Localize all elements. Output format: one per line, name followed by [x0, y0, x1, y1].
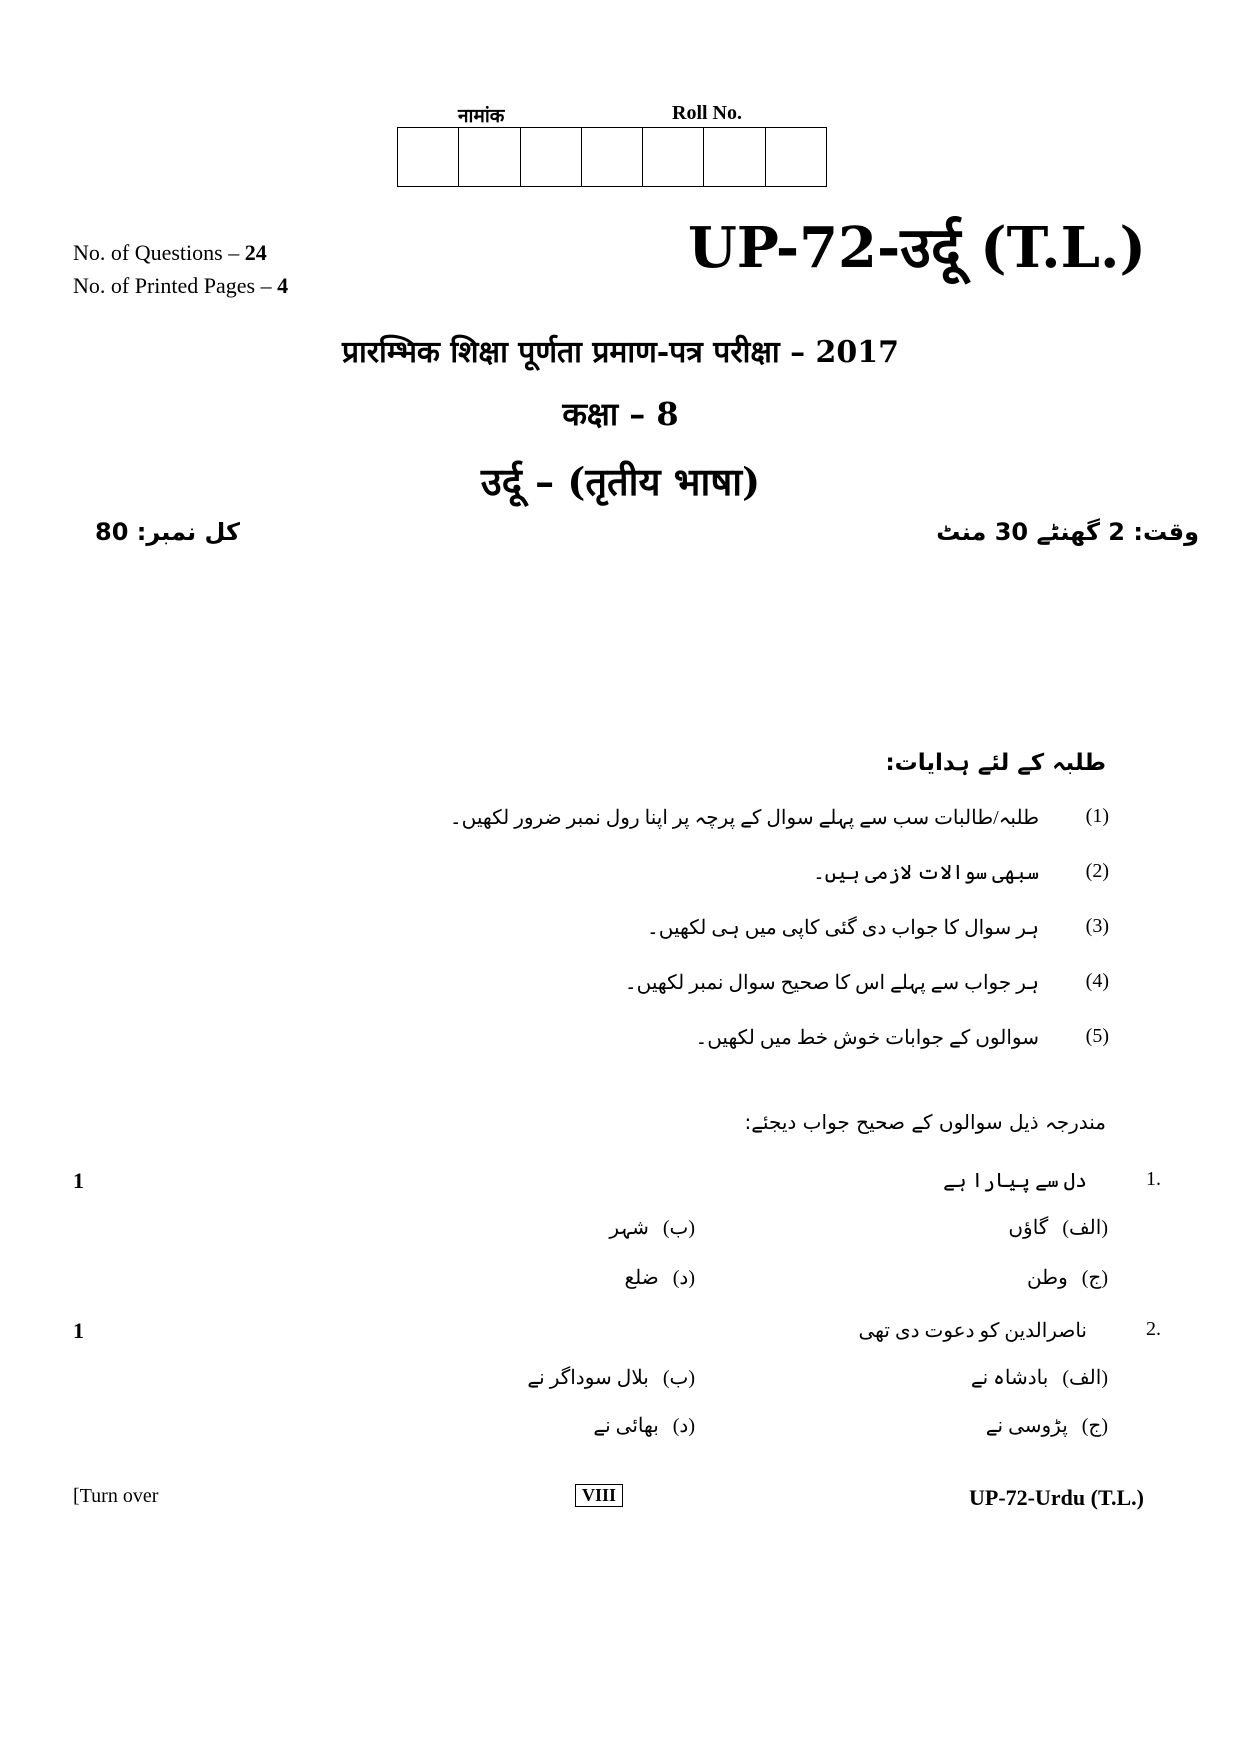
option-text: بادشاہ نے: [970, 1367, 1049, 1389]
instructions-heading: طلبہ کے لئے ہدایات:: [885, 750, 1106, 776]
questions-count-label: No. of Questions –: [73, 240, 245, 265]
instruction-text: سبھی سوالات لازمی ہیں۔: [813, 862, 1039, 884]
section-intro: مندرجہ ذیل سوالوں کے صحیح جواب دیجئے:: [744, 1110, 1106, 1134]
roll-cell: [521, 128, 582, 186]
instruction-text: ہر سوال کا جواب دی گئی کاپی میں ہی لکھیں۔: [647, 917, 1039, 939]
instruction-number: (1): [1085, 805, 1109, 827]
instruction-number: (5): [1085, 1025, 1109, 1047]
option-text: گاؤں: [1008, 1217, 1049, 1239]
question-text: دل سے پیارا ہے: [943, 1170, 1087, 1192]
instruction-text: طلبہ/طالبات سب سے پہلے سوال کے پرچہ پر اپنا رول نمبر ضرور لکھیں۔: [449, 807, 1039, 829]
question-1: [943, 1168, 1161, 1193]
turn-over-note: [Turn over: [73, 1485, 159, 1507]
option-label: (الف): [1062, 1367, 1108, 1389]
exam-title: प्रारम्भिक शिक्षा पूर्णता प्रमाण-पत्र परीक्षा – 2017: [341, 335, 900, 370]
instruction-text: ہر جواب سے پہلے اس کا صحیح سوال نمبر لکھیں۔: [624, 972, 1039, 994]
option-c: [986, 1413, 1108, 1438]
instruction-item: [647, 915, 1109, 940]
roll-cell: [398, 128, 459, 186]
questions-count-value: 24: [244, 240, 267, 265]
pages-count: [73, 273, 288, 299]
question-number: 1.: [1146, 1168, 1161, 1190]
question-mark: 1: [73, 1168, 84, 1193]
option-label: (ب): [662, 1367, 695, 1389]
option-b: [609, 1215, 695, 1240]
class-title: कक्षा – 8: [562, 395, 679, 433]
option-label: (ب): [662, 1217, 695, 1239]
option-label: (ج): [1081, 1415, 1108, 1437]
option-d: [593, 1413, 695, 1438]
question-mark: 1: [73, 1318, 84, 1343]
paper-code-title: UP-72-उर्दू (T.L.): [687, 215, 1146, 281]
option-label: (الف): [1062, 1217, 1108, 1239]
roll-cell: [766, 128, 826, 186]
option-text: وطن: [1026, 1267, 1068, 1289]
roll-cell: [643, 128, 704, 186]
footer-paper-code: UP-72-Urdu (T.L.): [969, 1485, 1144, 1510]
instruction-number: (3): [1085, 915, 1109, 937]
pages-count-value: 4: [277, 273, 289, 298]
time-allowed: وقت: 2 گھنٹے 30 منٹ: [936, 518, 1199, 546]
instruction-number: (4): [1085, 970, 1109, 992]
roll-label-hindi: नामांक: [458, 105, 505, 127]
roll-cell: [704, 128, 765, 186]
option-a: [971, 1365, 1108, 1390]
instruction-item: [813, 860, 1109, 885]
option-text: بھائی نے: [593, 1415, 659, 1437]
page-marker: VIII: [575, 1484, 623, 1507]
roll-cell: [582, 128, 643, 186]
option-d: [625, 1265, 695, 1290]
instruction-item: [450, 805, 1109, 830]
instruction-item: [695, 1025, 1109, 1050]
roll-label-english: Roll No.: [672, 102, 742, 124]
total-marks: کل نمبر: 80: [95, 518, 240, 546]
question-text: ناصرالدین کو دعوت دی تھی: [858, 1320, 1087, 1342]
subject-title: उर्दू – (तृतीय भाषा): [480, 459, 761, 504]
question-number: 2.: [1146, 1318, 1161, 1340]
option-c: [1027, 1265, 1108, 1290]
option-b: [527, 1365, 695, 1390]
option-text: بلال سوداگر نے: [527, 1367, 649, 1389]
instruction-number: (2): [1085, 860, 1109, 882]
option-text: پڑوسی نے: [985, 1415, 1068, 1437]
roll-number-grid: [397, 127, 827, 187]
pages-count-label: No. of Printed Pages –: [73, 273, 278, 298]
questions-count: [73, 240, 267, 266]
option-text: ضلع: [624, 1267, 659, 1289]
roll-cell: [459, 128, 520, 186]
option-label: (د): [672, 1267, 695, 1289]
option-label: (ج): [1081, 1267, 1108, 1289]
instruction-text: سوالوں کے جوابات خوش خط میں لکھیں۔: [695, 1027, 1039, 1049]
instruction-item: [625, 970, 1109, 995]
option-text: شہر: [609, 1217, 649, 1239]
option-label: (د): [672, 1415, 695, 1437]
question-2: [859, 1318, 1162, 1343]
option-a: [1008, 1215, 1108, 1240]
